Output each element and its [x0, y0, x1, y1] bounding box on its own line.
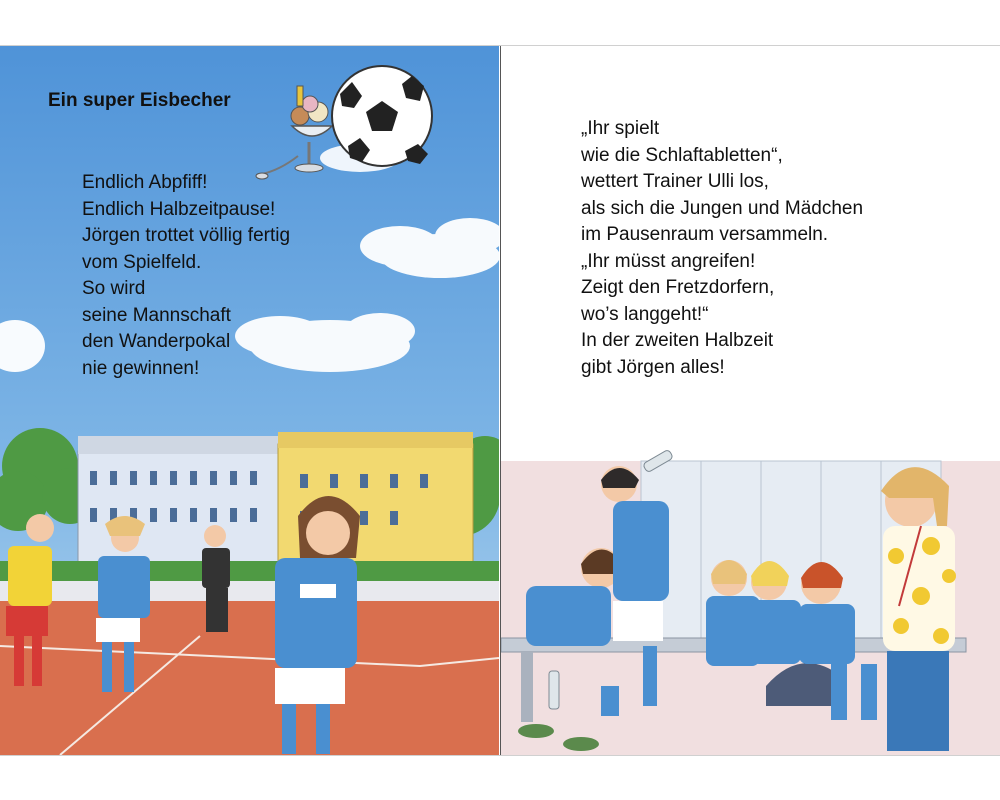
soccer-ball-icon — [332, 66, 432, 166]
text-line: Jörgen trottet völlig fertig — [82, 225, 291, 246]
right-page-text — [581, 116, 863, 381]
bottle-icon — [549, 671, 559, 709]
chapter-title: Ein super Eisbecher — [48, 90, 231, 111]
text-line: „Ihr müsst angreifen! — [581, 250, 756, 272]
text-line: wettert Trainer Ulli los, — [581, 171, 769, 192]
locker-room-illustration — [501, 406, 1000, 755]
soccer-field-illustration — [0, 46, 499, 755]
text-line: wie die Schlaftabletten“, — [581, 144, 783, 166]
text-line: Endlich Abpfiff! — [82, 172, 208, 193]
text-line: als sich die Jungen und Mädchen — [581, 197, 864, 219]
text-line: In der zweiten Halbzeit — [581, 330, 774, 351]
coach-figure — [881, 467, 956, 751]
left-page-text — [82, 170, 290, 382]
book-spread — [0, 45, 1000, 756]
text-line: vom Spielfeld. — [82, 251, 202, 273]
left-page — [0, 46, 499, 755]
text-line: wo’s langgeht!“ — [581, 303, 709, 325]
text-line: Endlich Halbzeitpause! — [82, 198, 276, 220]
text-line: seine Mannschaft — [82, 304, 231, 326]
text-line: So wird — [82, 278, 146, 299]
right-page — [500, 46, 1000, 755]
text-line: gibt Jörgen alles! — [581, 356, 725, 378]
text-line: „Ihr spielt — [581, 118, 660, 139]
text-line: nie gewinnen! — [82, 357, 200, 379]
text-line: Zeigt den Fretzdorfern, — [581, 277, 775, 298]
text-line: im Pausenraum versammeln. — [581, 224, 829, 245]
text-line: den Wanderpokal — [82, 331, 231, 352]
